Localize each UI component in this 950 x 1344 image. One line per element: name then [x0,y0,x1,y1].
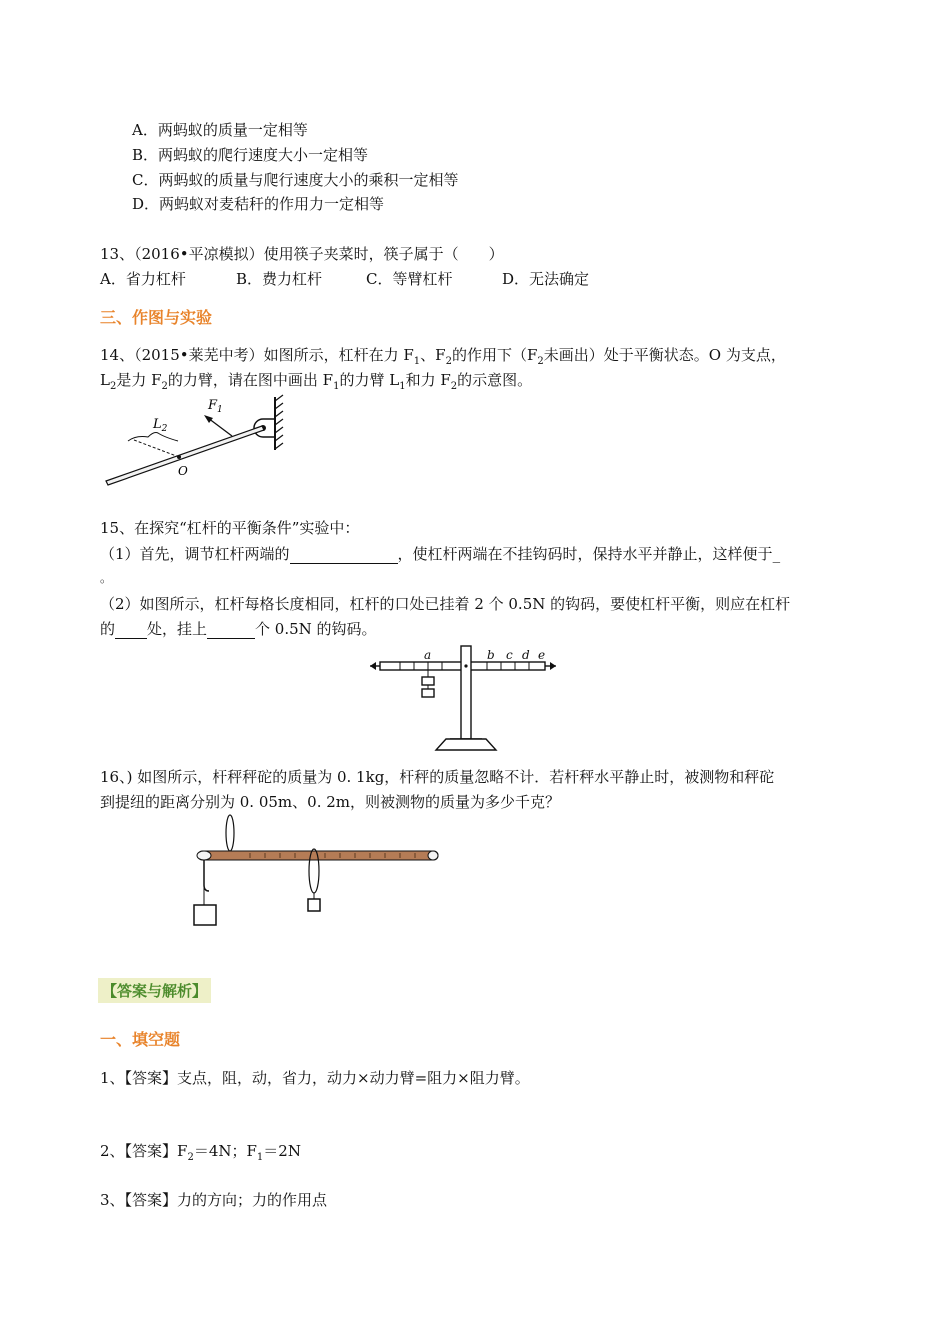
q15-title: 15、在探究“杠杆的平衡条件”实验中： [100,519,360,537]
answer-3: 3、【答案】力的方向；力的作用点 [100,1191,328,1209]
q13-option-b: B．费力杠杆 [236,270,323,288]
hook-weight-top [422,677,434,685]
l2-dashed-line [134,440,179,457]
q14-lever-figure [100,395,290,490]
l2-label: $L_2$ [153,417,168,434]
left-arrowhead [370,662,376,670]
right-arrowhead [550,662,556,670]
f1-arrow-line [208,418,232,436]
q16-line-1: 16、) 如图所示，杆秤秤砣的质量为 0. 1kg，杆秤的质量忽略不计．若杆秤水平静止时，被测物和秤砣 [100,768,775,786]
position-a-label: a [424,648,432,662]
q13-option-d: D．无法确定 [502,270,590,288]
counterweight [308,899,320,911]
answer-2: 2、【答案】$F_2=4N$；$F_1=2N$ [100,1142,301,1163]
answer-1: 1、【答案】支点，阻，动，省力，动力×动力臂=阻力×阻力臂。 [100,1069,530,1087]
pivot-point [177,455,181,459]
q14-line-1: 14、（2015•莱芜中考）如图所示，杠杆在力 $F_1$、$F_2$的作用下（$F_2$未画出）处于平衡状态。O 为支点， [100,346,786,367]
q13-option-c: C．等臂杠杆 [366,270,453,288]
q15-blank-2 [115,622,147,639]
measured-object [194,905,216,925]
lifting-loop [226,815,234,851]
rod-left-cap [197,851,211,860]
section-1-heading: 一、填空题 [100,1030,181,1049]
answer-section-tag: 【答案与解析】 [98,978,211,1003]
q13-option-a: A．省力杠杆 [100,270,186,288]
fulcrum-dot [464,664,467,667]
q15-part-1-end: 。 [100,571,113,585]
wall-hatch [275,395,283,450]
position-b-label: b [487,648,495,662]
section-3-heading: 三、作图与实验 [100,308,213,327]
f1-label: $F_1$ [208,398,223,415]
q14-line-2: $L_2$是力 $F_2$的力臂，请在图中画出 $F_1$的力臂 $L_1$和力 $F_2$的示意图。 [100,371,533,392]
stand-base [436,739,496,750]
object-hook [204,860,209,891]
position-d-label: d [522,648,530,662]
q15-part-1: （1）首先，调节杠杆两端的 ，使杠杆两端在不挂钩码时，保持水平并静止，这样便于_ [100,545,781,563]
hook-weight-bottom [422,689,434,697]
f1-arrowhead [204,415,213,423]
o-label: O [178,464,188,478]
q16-steelyard-figure [190,815,445,930]
q15-blank-1 [290,547,398,564]
position-c-label: c [506,648,513,662]
q12-option-d: D．两蚂蚁对麦秸秆的作用力一定相等 [132,195,385,213]
q12-option-b: B．两蚂蚁的爬行速度大小一定相等 [132,146,369,164]
q12-option-c: C．两蚂蚁的质量与爬行速度大小的乘积一定相等 [132,171,459,189]
l2-brace [128,433,178,442]
q15-lever-stand-figure [370,640,580,758]
q13-stem: 13、（2016•平凉模拟）使用筷子夹菜时，筷子属于（ ） [100,245,504,263]
position-e-label: e [538,648,546,662]
q15-blank-3 [207,622,255,639]
q12-option-a: A．两蚂蚁的质量一定相等 [132,121,308,139]
q15-part-2-line-1: （2）如图所示，杠杆每格长度相同，杠杆的口处已挂着 2 个 0.5N 的钩码，要使杠杆平衡，则应在杠杆 [100,595,791,613]
q16-line-2: 到提纽的距离分别为 0. 05m、0. 2m，则被测物的质量为多少千克？ [100,793,561,811]
rod-right-cap [428,851,438,860]
q15-part-2-line-2: 的 处，挂上 个 0.5N 的钩码。 [100,620,377,638]
stand-pillar [461,646,471,739]
